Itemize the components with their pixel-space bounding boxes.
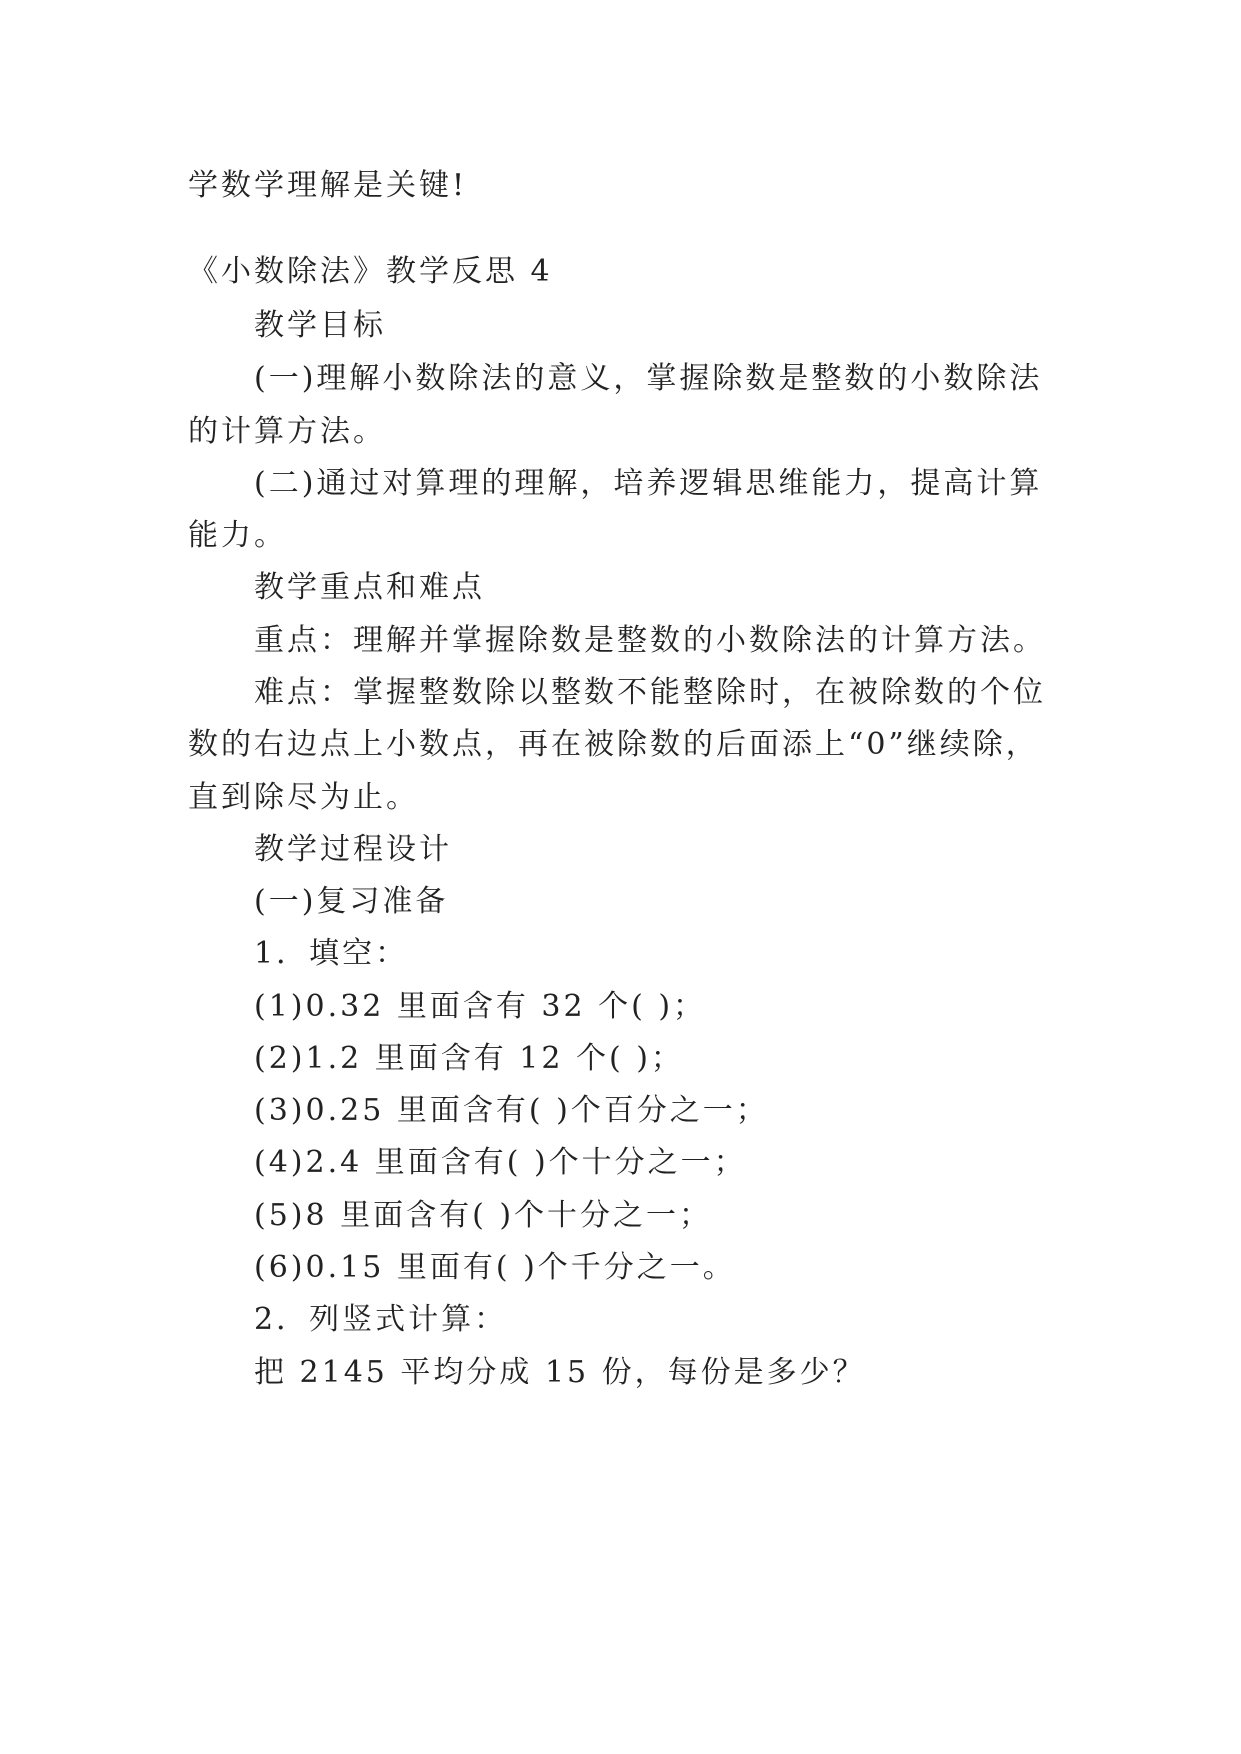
text-line: 把 2145 平均分成 15 份，每份是多少？ — [254, 1355, 866, 1390]
text-line: (4)2.4 里面含有( )个十分之一； — [254, 1145, 747, 1180]
text-line: (一)复习准备 — [254, 884, 449, 919]
text-line: (2)1.2 里面含有 12 个( )； — [254, 1041, 684, 1076]
text-line: 能力。 — [188, 518, 287, 553]
text-line: (6)0.15 里面有( )个千分之一。 — [254, 1250, 736, 1285]
text-line: (一)理解小数除法的意义，掌握除数是整数的小数除法 — [254, 361, 1043, 396]
text-line: 的计算方法。 — [188, 414, 386, 449]
text-line: (5)8 里面含有( )个十分之一； — [254, 1198, 713, 1233]
text-line: 2．列竖式计算： — [254, 1302, 508, 1337]
heading-key-points: 教学重点和难点 — [254, 570, 485, 605]
text-line: 数的右边点上小数点，再在被除数的后面添上“0”继续除， — [188, 727, 1039, 762]
text-line: 重点：理解并掌握除数是整数的小数除法的计算方法。 — [254, 623, 1046, 658]
text-line: 1．填空： — [254, 936, 409, 971]
heading-teaching-goals: 教学目标 — [254, 308, 386, 343]
text-line: (1)0.32 里面含有 32 个( )； — [254, 989, 707, 1024]
heading-process: 教学过程设计 — [254, 832, 452, 867]
text-line: 学数学理解是关键! — [188, 168, 468, 203]
text-line: (二)通过对算理的理解，培养逻辑思维能力，提高计算 — [254, 466, 1043, 501]
text-line: 难点：掌握整数除以整数不能整除时，在被除数的个位 — [254, 675, 1046, 710]
section-title: 《小数除法》教学反思 4 — [188, 254, 553, 289]
text-line: 直到除尽为止。 — [188, 780, 419, 815]
text-line: (3)0.25 里面含有( )个百分之一； — [254, 1093, 769, 1128]
